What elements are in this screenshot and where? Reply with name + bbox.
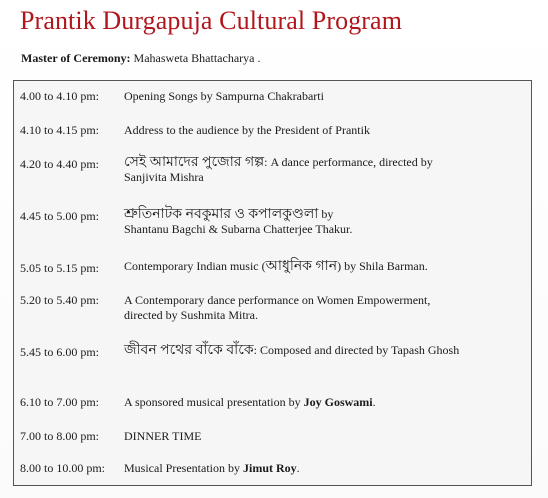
text-part: ) by Shila Barman. — [337, 259, 428, 273]
schedule-description — [124, 123, 524, 138]
schedule-line-1 — [124, 395, 524, 410]
schedule-time: 6.10 to 7.00 pm: — [20, 395, 100, 409]
text-part: DINNER TIME — [124, 429, 202, 443]
text-part: . — [372, 395, 376, 409]
bengali-text: আধুনিক গান — [265, 259, 338, 274]
schedule-description — [124, 343, 524, 358]
bengali-text: সেই আমাদের পুজোর গল্প — [124, 155, 265, 170]
schedule-line-1 — [124, 207, 524, 222]
schedule-time: 5.20 to 5.40 pm: — [20, 293, 100, 307]
text-part: A sponsored musical presentation by — [124, 395, 304, 409]
schedule-line-1 — [124, 259, 524, 274]
text-part: by — [318, 207, 334, 221]
text-part: Address to the audience by the President of Prantik — [124, 123, 370, 137]
schedule-line-1 — [124, 461, 524, 476]
schedule-time: 4.10 to 4.15 pm: — [20, 123, 100, 137]
schedule-description — [124, 429, 524, 444]
text-part: : A dance performance, directed by — [264, 155, 433, 169]
schedule-time: 7.00 to 8.00 pm: — [20, 429, 100, 443]
schedule-description — [124, 207, 524, 237]
schedule-line-1 — [124, 429, 524, 444]
text-part: Musical Presentation by — [124, 461, 243, 475]
schedule-description — [124, 395, 524, 410]
schedule-time: 4.45 to 5.00 pm: — [20, 209, 100, 223]
text-part: A Contemporary dance performance on Women Empowerment, — [124, 293, 431, 307]
bengali-text: শ্রুতিনাটক নবকুমার ও কপালকুণ্ডলা — [124, 207, 319, 222]
schedule-line-2: Sanjivita Mishra — [124, 170, 204, 184]
schedule-time: 4.00 to 4.10 pm: — [20, 89, 100, 103]
schedule-description — [124, 461, 524, 476]
schedule-line-1 — [124, 293, 524, 308]
performer-name: Joy Goswami — [303, 395, 373, 409]
text-part: Contemporary Indian music ( — [124, 259, 266, 273]
page-title: Prantik Durgapuja Cultural Program — [20, 6, 403, 35]
master-of-ceremony — [21, 50, 260, 66]
bengali-text: জীবন পথের বাঁকে বাঁকে — [124, 343, 254, 358]
schedule-line-1 — [124, 343, 524, 358]
schedule-description — [124, 293, 524, 323]
schedule-box — [13, 80, 532, 486]
mc-label: Master of Ceremony: — [21, 51, 131, 65]
schedule-description — [124, 155, 524, 185]
schedule-line-2: Shantanu Bagchi & Subarna Chatterjee Thakur. — [124, 222, 353, 236]
performer-name: Jimut Roy — [242, 461, 297, 475]
schedule-time: 5.45 to 6.00 pm: — [20, 345, 100, 359]
text-part: . — [296, 461, 300, 475]
schedule-line-1 — [124, 89, 524, 104]
schedule-time: 8.00 to 10.00 pm: — [20, 461, 106, 475]
schedule-line-2: directed by Sushmita Mitra. — [124, 308, 258, 322]
schedule-line-1 — [124, 155, 524, 170]
schedule-description — [124, 89, 524, 104]
schedule-line-1 — [124, 123, 524, 138]
schedule-time: 4.20 to 4.40 pm: — [20, 157, 100, 171]
schedule-time: 5.05 to 5.15 pm: — [20, 261, 100, 275]
schedule-description — [124, 259, 524, 274]
text-part: : Composed and directed by Tapash Ghosh — [253, 343, 460, 357]
text-part: Opening Songs by Sampurna Chakrabarti — [124, 89, 324, 103]
mc-name: Mahasweta Bhattacharya . — [133, 51, 261, 65]
